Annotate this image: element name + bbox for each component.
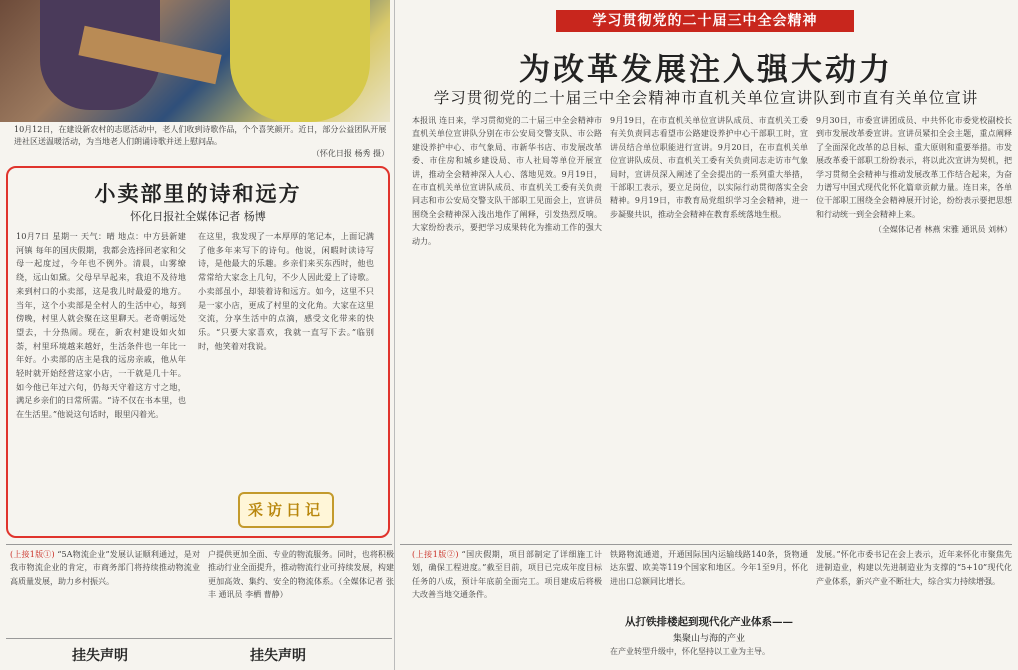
- continued-block-3: [412, 548, 602, 668]
- sub-headline: 学习贯彻党的二十届三中全会精神市直机关单位宣讲队到市直有关单位宣讲: [433, 89, 979, 107]
- continued-text-3: “国庆假期，项目部制定了详细施工计划，确保工程进度。”截至目前，项目已完成年度目标任务的八成，预计年底前全面完工。项目建成后将极大改善当地交通条件。: [412, 550, 602, 600]
- photo-person-right: [230, 0, 370, 122]
- continued-text-1: “5A物流企业”发展认证顺利通过，是对我市物流企业的肯定，市商务部门将持续推动物流业高质量发展，助力乡村振兴。: [10, 550, 200, 586]
- column-divider: [394, 0, 395, 670]
- continued-block-2: 户提供更加全面、专业的物流服务。同时，也将积极推动行业全面提升，推动物流行业可持续发展，构建更加高效、集约、安全的物流体系。（全媒体记者 张丰 通讯员 李栖 曹静）: [208, 550, 394, 600]
- article-column-2: 在这里，我发现了一本厚厚的笔记本，上面记满了他多年来写下的诗句。他说，闲暇时读诗写诗，是他最大的乐趣。乡亲们来买东西时，他也常常给大家念上几句，不少人因此爱上了诗歌。小卖部虽小，却装着诗和远方。如今，这里不只是一家小店，更成了村里的文化角。大家在这里交流，分享生活中的点滴，感受文化带来的快乐。“只要大家喜欢，我就一直写下去。”临别时，他笑着对我说。: [198, 231, 374, 351]
- news-column-3-text: 9月30日，市委宣讲团成员、中共怀化市委党校副校长到市发展改革委宣讲。宣讲员紧扣全会主题，重点阐释了全面深化改革的总目标、重大原则和重要举措。市发展改革委干部职工纷纷表示，将以此次宣讲为契机，把学习贯彻全会精神与推动发展改革工作结合起来，为奋力谱写中国式现代化怀化篇章贡献力量。连日来，各单位干部职工围绕全会精神展开讨论，纷纷表示要把思想和行动统一到全会精神上来。: [816, 116, 1012, 219]
- continued-label-1: (上接1版①): [10, 550, 55, 559]
- news-photo: [0, 0, 390, 122]
- feature-text: 在产业转型升级中，怀化坚持以工业为主导。: [610, 647, 770, 656]
- continued-block-5: 发展。”怀化市委书记在会上表示，近年来怀化市聚焦先进制造业，构建以先进制造业为支撑的“5+10”现代化产业体系，新兴产业不断壮大，综合实力持续增强。: [816, 550, 1012, 586]
- news-column-1: 本报讯 连日来，学习贯彻党的二十届三中全会精神市直机关单位宣讲队分别在市公安局交警支队、市公路建设养护中心、市气象局、市新华书店、市发展改革委、市住房和城乡建设局、市人社局等单位开展宣讲，推动全会精神深入人心、落地见效。9月19日，在市直机关单位宣讲队成员、市直机关工委有关负责同志和市公安局交警支队干部职工见面会上，宣讲员围绕全会精神深入浅出地作了阐释，引发热烈反响。大家纷纷表示，要把学习成果转化为推动工作的强大动力。: [412, 116, 602, 246]
- feature-subtitle-2: 集聚山与海的产业: [672, 634, 745, 644]
- photo-caption: [14, 124, 389, 160]
- loss-notice-2: 挂失声明: [250, 648, 306, 664]
- loss-notice-1: 挂失声明: [72, 648, 128, 664]
- interview-diary-stamp: 采访日记: [238, 492, 334, 528]
- notice-rule: [6, 638, 392, 639]
- photo-credit: （怀化日报 杨秀 摄）: [311, 149, 389, 158]
- section-rule-right: [400, 544, 1012, 545]
- main-headline: 为改革发展注入强大动力: [519, 52, 893, 88]
- photo-caption-text: 10月12日，在建设新农村的志愿活动中，老人们收到诗歌作品，个个喜笑颜开。近日，部分公益团队开展进社区送温暖活动，为当地老人们朗诵诗歌并送上慰问品。: [14, 125, 387, 146]
- feature-subtitle: 从打铁排楼起到现代化产业体系——: [625, 616, 793, 628]
- news-signature: （全媒体记者 林燕 宋雅 通讯员 刘林）: [873, 225, 1012, 235]
- continued-label-2: (上接1版②): [412, 550, 459, 559]
- news-column-2: 9月19日，在市直机关单位宣讲队成员、市直机关工委有关负责同志看望市公路建设养护中心干部职工时，宣讲员结合单位职能进行宣讲。9月20日，在市直机关单位宣讲队成员、市直机关工委有关负责同志走访市气象局时，宣讲员深入阐述了全会提出的一系列重大举措，干部职工表示，要立足岗位，以实际行动贯彻落实全会精神。9月19日，市教育局党组织学习全会精神，进一步凝聚共识，推动全会精神在教育系统落地生根。: [610, 116, 808, 219]
- news-column-3: [816, 114, 1012, 534]
- article-column-1: 10月7日 星期一 天气：晴 地点：中方县新建河镇 每年的国庆假期，我都会选择回老家和父母一起度过，今年也不例外。清晨，山雾缭绕，远山如黛。父母早早起来，我迫不及待地来到村口的小卖部，这是我儿时最爱的地方。当年，这个小卖部是全村人的生活中心，每到傍晚，村里人就会聚在这里聊天。老奇朝远处望去，十分热闹。现在，新农村建设如火如荼，村里环境越来越好，生活条件也一年比一年好。小卖部的店主是我的远房亲戚，他从年轻时就开始经营这家小店，一干就是几十年。如今他已年过六旬，仍每天守着这方寸之地，满足乡亲们的日常所需。“诗不仅在书本里，也在生活里。”他说这句话时，眼里闪着光。: [16, 231, 186, 420]
- continued-block-1: [10, 548, 200, 636]
- section-banner: 学习贯彻党的二十届三中全会精神: [556, 10, 854, 32]
- section-rule-left: [6, 544, 392, 545]
- continued-block-4: 铁路物流通道，开通国际国内运输线路140条，货物通达东盟、欧美等119个国家和地区。今年1至9月，怀化进出口总额同比增长。: [610, 550, 808, 586]
- article-byline: 怀化日报社全媒体记者 杨博: [130, 210, 266, 223]
- article-title: 小卖部里的诗和远方: [94, 181, 302, 206]
